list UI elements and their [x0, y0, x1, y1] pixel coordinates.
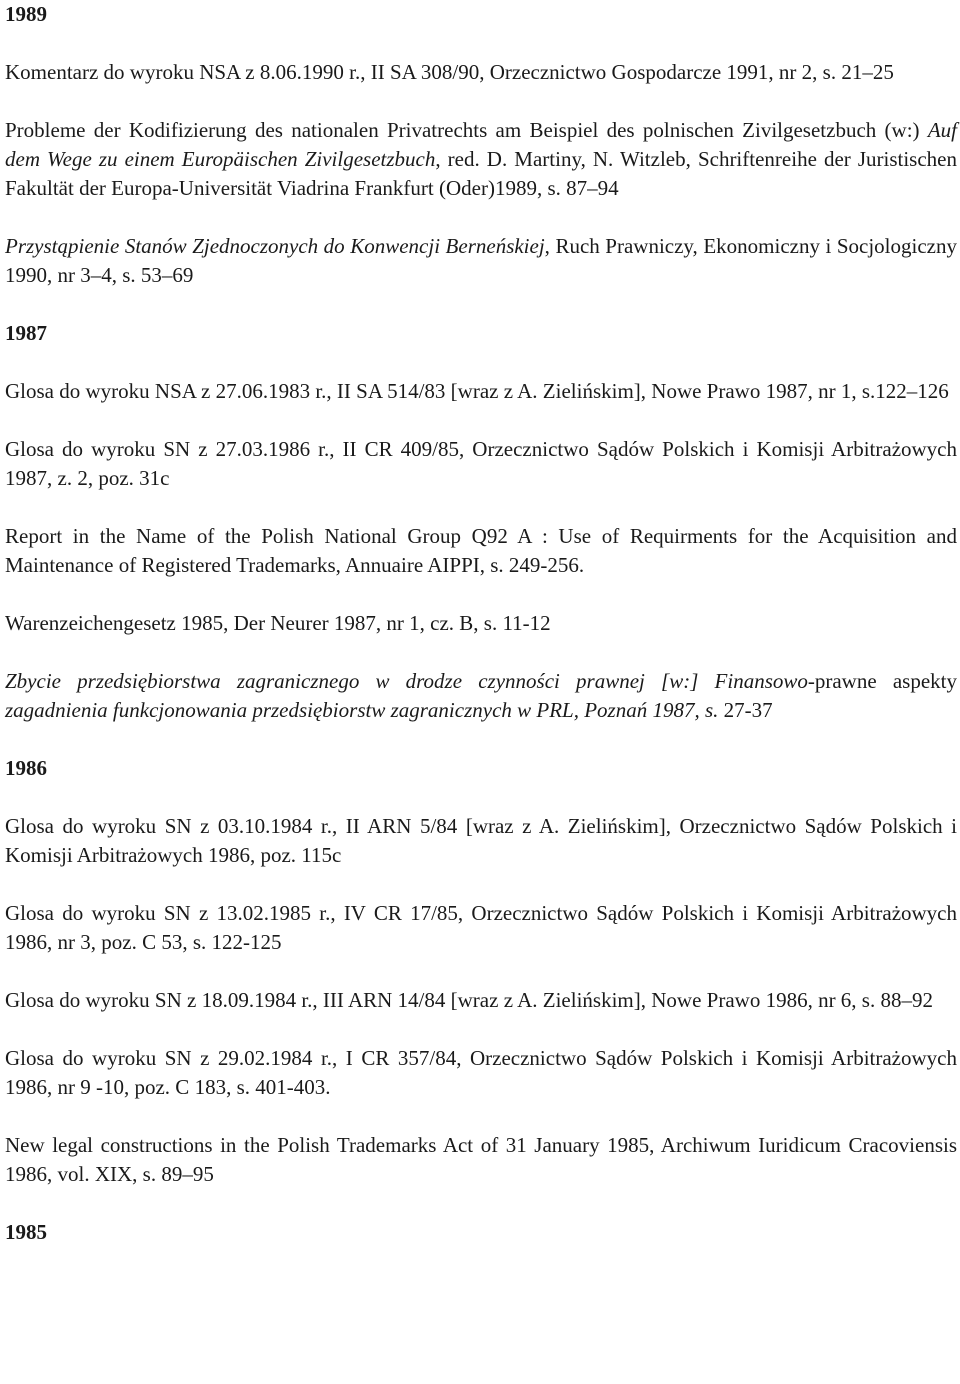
entry: Glosa do wyroku NSA z 27.06.1983 r., II SA 514/83 [wraz z A. Zielińskim], Nowe Prawo 1987, nr 1, s.122–126 — [5, 379, 949, 403]
entry: Zbycie przedsiębiorstwa zagranicznego w drodze czynności prawnej [w:] Finansowo-prawne aspekty zagadnienia funkcjonowania przedsiębiorstw zagranicznych w PRL, Poznań 1987, s. 27-37 — [5, 669, 957, 722]
entry: Warenzeichengesetz 1985, Der Neurer 1987, nr 1, cz. B, s. 11-12 — [5, 611, 551, 635]
entry: Komentarz do wyroku NSA z 8.06.1990 r., II SA 308/90, Orzecznictwo Gospodarcze 1991, nr 2, s. 21–25 — [5, 60, 894, 84]
year-heading-1986: 1986 — [5, 756, 47, 780]
entry: Glosa do wyroku SN z 18.09.1984 r., III ARN 14/84 [wraz z A. Zielińskim], Nowe Prawo 1986, nr 6, s. 88–92 — [5, 988, 933, 1012]
year-heading-1987: 1987 — [5, 321, 47, 345]
entry: New legal constructions in the Polish Trademarks Act of 31 January 1985, Archiwum Iuridicum Cracoviensis 1986, vol. XIX, s. 89–95 — [5, 1133, 957, 1186]
entry: Report in the Name of the Polish National Group Q92 A : Use of Requirments for the Acquisition and Maintenance of Registered Trademarks, Annuaire AIPPI, s. 249-256. — [5, 524, 957, 577]
entry: Glosa do wyroku SN z 29.02.1984 r., I CR 357/84, Orzecznictwo Sądów Polskich i Komisji Arbitrażowych 1986, nr 9 -10, poz. C 183, s. 401-403. — [5, 1046, 957, 1099]
year-heading-1989: 1989 — [5, 2, 47, 26]
year-heading-1985: 1985 — [5, 1220, 47, 1244]
entry: Glosa do wyroku SN z 27.03.1986 r., II CR 409/85, Orzecznictwo Sądów Polskich i Komisji Arbitrażowych 1987, z. 2, poz. 31c — [5, 437, 957, 490]
entry: Przystąpienie Stanów Zjednoczonych do Konwencji Berneńskiej, Ruch Prawniczy, Ekonomiczny i Socjologiczny 1990, nr 3–4, s. 53–69 — [5, 234, 957, 287]
entry: Probleme der Kodifizierung des nationalen Privatrechts am Beispiel des polnischen Zivilgesetzbuch (w:) Auf dem Wege zu einem Europäischen Zivilgesetzbuch, red. D. Martiny, N. Witzleb, Schriftenreihe der Juristischen Fakultät der Europa-Universität Viadrina Frankfurt (Oder)1989, s. 87–94 — [5, 118, 957, 200]
entry: Glosa do wyroku SN z 03.10.1984 r., II ARN 5/84 [wraz z A. Zielińskim], Orzecznictwo Sądów Polskich i Komisji Arbitrażowych 1986, poz. 115c — [5, 814, 957, 867]
entry: Glosa do wyroku SN z 13.02.1985 r., IV CR 17/85, Orzecznictwo Sądów Polskich i Komisji Arbitrażowych 1986, nr 3, poz. C 53, s. 122-125 — [5, 901, 957, 954]
bibliography-page — [5, 0, 957, 1247]
